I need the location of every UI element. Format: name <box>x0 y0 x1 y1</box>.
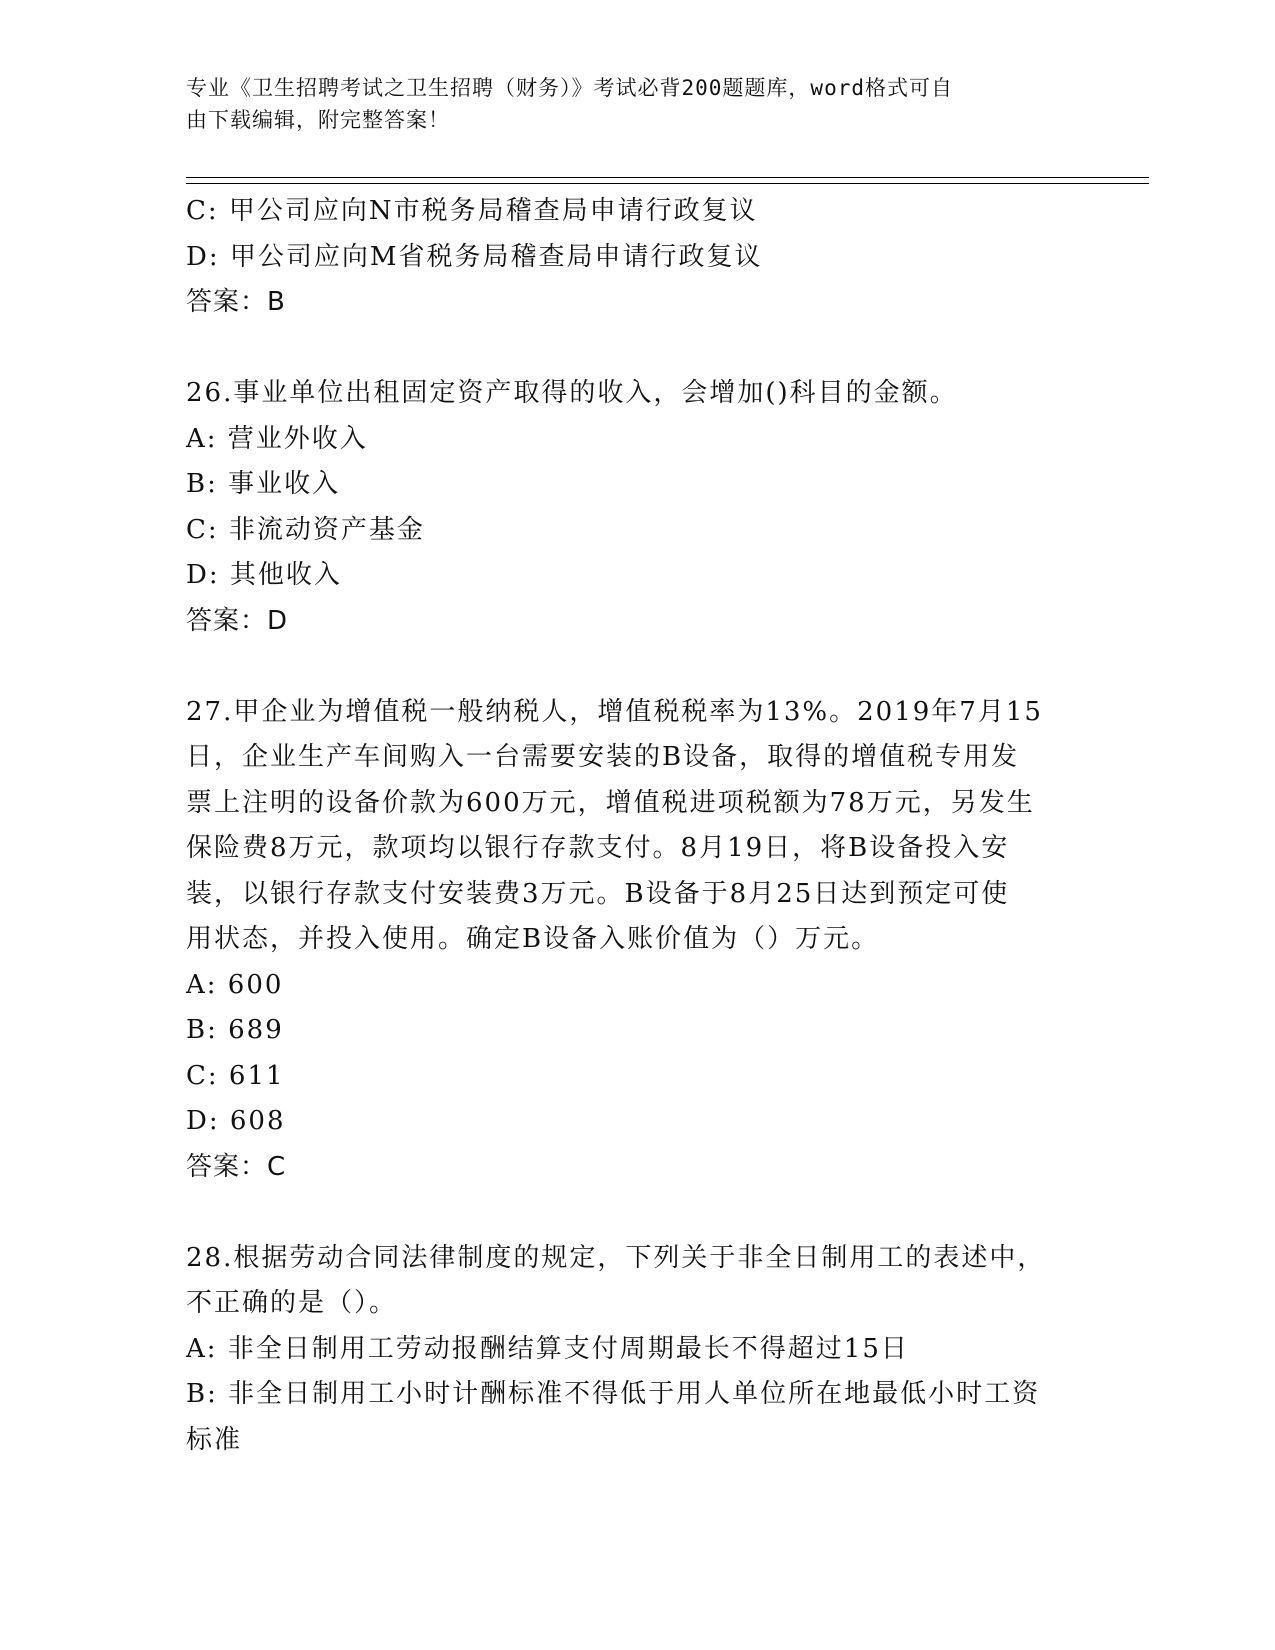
header-title-line-2: 由下载编辑，附完整答案！ <box>186 108 450 132</box>
question-27 <box>186 690 1066 1191</box>
question-text <box>186 1236 1066 1327</box>
question-text-line: 装，以银行存款支付安装费3万元。B设备于8月25日达到预定可使 <box>186 878 1010 909</box>
question-text-line: 用状态，并投入使用。确定B设备入账价值为（）万元。 <box>186 924 880 954</box>
option-b <box>186 1372 1066 1463</box>
question-text-line: 27.甲企业为增值税一般纳税人，增值税税率为13%。2019年7月15 <box>186 696 1043 727</box>
option-d: D: 甲公司应向M省税务局稽查局申请行政复议 <box>186 241 763 272</box>
question-text <box>186 690 1066 963</box>
option-d: D: 608 <box>186 1106 286 1136</box>
answer: 答案：D <box>186 605 289 636</box>
header-divider-bottom <box>186 183 1149 184</box>
option-c: C: 非流动资产基金 <box>186 514 425 545</box>
question-text-line: 28.根据劳动合同法律制度的规定，下列关于非全日制用工的表述中， <box>186 1242 1046 1273</box>
option-c: C: 甲公司应向N市税务局稽查局申请行政复议 <box>186 196 758 226</box>
question-text-line: 日，企业生产车间购入一台需要安装的B设备，取得的增值税专用发 <box>186 742 1020 772</box>
question-list <box>186 189 1066 1463</box>
option-d: D: 其他收入 <box>186 560 342 590</box>
question-text-line: 不正确的是（）。 <box>186 1288 398 1318</box>
option-a: A: 600 <box>186 969 284 1000</box>
header-divider-top <box>186 177 1149 178</box>
blank-line <box>186 326 1066 372</box>
question-26 <box>186 371 1066 644</box>
question-25 <box>186 189 1066 326</box>
question-text: 26.事业单位出租固定资产取得的收入，会增加()科目的金额。 <box>186 378 958 408</box>
header-title-line-1: 专业《卫生招聘考试之卫生招聘（财务）》考试必背200题题库，word格式可自 <box>186 76 953 100</box>
blank-line <box>186 644 1066 690</box>
document-header <box>186 72 1056 136</box>
option-b: B: 事业收入 <box>186 469 341 499</box>
option-b-line: 标准 <box>186 1424 243 1455</box>
answer: 答案：B <box>186 287 286 317</box>
option-b: B: 689 <box>186 1015 284 1045</box>
question-text-line: 票上注明的设备价款为600万元，增值税进项税额为78万元，另发生 <box>186 787 1035 818</box>
blank-line <box>186 1190 1066 1236</box>
question-28 <box>186 1236 1066 1464</box>
question-text-line: 保险费8万元，款项均以银行存款支付。8月19日，将B设备投入安 <box>186 833 1010 863</box>
option-b-line: B: 非全日制用工小时计酬标准不得低于用人单位所在地最低小时工资 <box>186 1379 1041 1409</box>
option-a: A: 营业外收入 <box>186 423 368 454</box>
option-a: A: 非全日制用工劳动报酬结算支付周期最长不得超过15日 <box>186 1333 909 1364</box>
answer: 答案：C <box>186 1151 287 1182</box>
option-c: C: 611 <box>186 1060 285 1091</box>
